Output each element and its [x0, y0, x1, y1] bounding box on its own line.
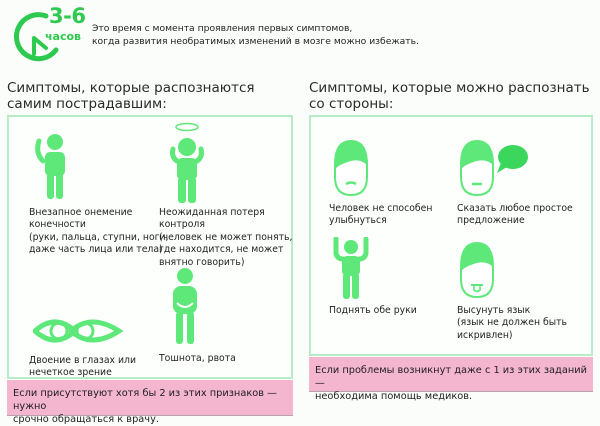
left-alert-banner: Если присутствуют хотя бы 2 из этих признаков — нужно срочно обращаться к врачу. — [7, 380, 293, 416]
dizzy-person-icon — [165, 119, 209, 203]
face-no-smile-icon — [331, 139, 371, 199]
face-tongue-out-icon — [457, 241, 497, 301]
person-arms-raised-icon — [329, 237, 373, 301]
hours-range: 3-6 — [49, 4, 86, 28]
face-speech-bubble-icon — [457, 139, 537, 199]
header — [12, 6, 432, 62]
hours-unit: часов — [45, 30, 82, 43]
logo-3-6-hours — [12, 6, 92, 62]
header-description: Это время с момента проявления первых симптомов, когда развития необратимых изменений в мозге можно избежать. — [92, 23, 419, 47]
numb-arm-person-icon — [31, 131, 71, 201]
nausea-person-icon — [165, 267, 205, 347]
right-symptoms-panel: Человек не способен улыбнуться Сказать любое простое предложение Поднять обе руки Высунуть язык (язык не должен быть искривлен) — [309, 115, 593, 356]
left-column-title: Симптомы, которые распознаются самим пострадавшим: — [7, 80, 255, 112]
left-symptoms-panel: Внезапное онемение конечности (руки, пальца, ступни, ноги, даже часть лица или тела) Неожиданная потеря контроля (человек не может понять, где находится, не может внятно говорить) Двоение в глазах или нечеткое зрение Тошнота, рвота — [7, 115, 293, 379]
right-alert-banner: Если проблемы возникнут даже с 1 из этих заданий — необходима помощь медиков. — [309, 357, 593, 392]
right-column-title: Симптомы, которые можно распознать со стороны: — [309, 80, 590, 112]
double-vision-eyes-icon — [33, 313, 123, 349]
